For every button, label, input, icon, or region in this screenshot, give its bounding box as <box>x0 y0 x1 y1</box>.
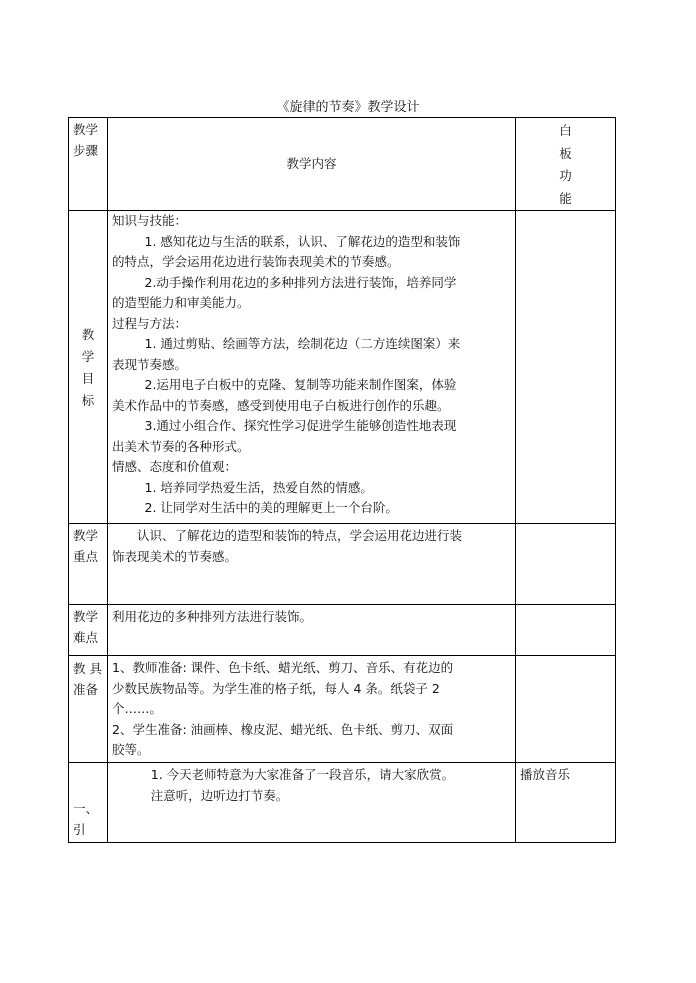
key-points-label-line1: 教学 <box>73 528 99 543</box>
process-item-2: 2.运用电子白板中的克隆、复制等功能来制作图案，体验 <box>144 377 457 392</box>
difficulties-whiteboard-cell <box>516 605 616 656</box>
intro-whiteboard-cell <box>516 763 616 843</box>
process-item-3: 3.通过小组合作、探究性学习促进学生能够创造性地表现 <box>144 418 457 433</box>
lesson-plan-table <box>68 117 616 843</box>
difficulties-content-cell <box>108 605 516 656</box>
difficulties-text: 利用花边的多种排列方法进行装饰。 <box>112 609 313 624</box>
tools-content-cell <box>108 656 516 763</box>
difficulties-row <box>69 605 616 656</box>
intro-line1: 1. 今天老师特意为大家准备了一段音乐，请大家欣赏。 <box>150 767 455 782</box>
difficulties-label-cell <box>69 605 108 656</box>
intro-line2: 注意听，边听边打节奏。 <box>150 787 289 803</box>
step-header-line1: 教学 <box>73 122 99 137</box>
whiteboard-char: 板 <box>559 145 572 161</box>
objectives-row <box>69 211 616 524</box>
objectives-content-cell <box>108 211 516 524</box>
process-item-1-cont: 表现节奏感。 <box>112 356 188 372</box>
whiteboard-char: 能 <box>559 190 572 206</box>
tools-label-line1: 教 具 <box>73 661 102 676</box>
whiteboard-char: 功 <box>559 168 572 183</box>
tools-label-line2: 准备 <box>73 681 99 697</box>
tools-line4: 2、学生准备: 油画棒、橡皮泥、蜡光纸、色卡纸、剪刀、双面 <box>112 721 454 737</box>
key-points-text-line1: 认识、了解花边的造型和装饰的特点，学会运用花边进行装 <box>137 528 463 543</box>
process-title: 过程与方法： <box>112 315 188 331</box>
content-header: 教学内容 <box>286 155 337 171</box>
emotion-item-1: 1. 培养同学热爱生活，热爱自然的情感。 <box>144 479 373 495</box>
knowledge-item-2-cont: 的造型能力和审美能力。 <box>112 295 250 310</box>
document-title: 《旋律的节奏》教学设计 <box>276 100 420 115</box>
key-points-whiteboard-cell <box>516 524 616 605</box>
difficulties-label-line2: 难点 <box>73 629 99 645</box>
intro-row <box>69 763 616 843</box>
objectives-label-char: 教 <box>81 327 95 342</box>
objectives-whiteboard-cell <box>516 211 616 524</box>
key-points-content-cell <box>108 524 516 605</box>
knowledge-item-1-cont: 的特点，学会运用花边进行装饰表现美术的节奏感。 <box>112 254 400 269</box>
tools-whiteboard-cell <box>516 656 616 763</box>
tools-line5: 胶等。 <box>112 742 150 757</box>
tools-line2: 少数民族物品等。为学生准的格子纸，每人 4 条。纸袋子 2 <box>112 680 440 696</box>
objectives-label-char: 目 <box>81 371 95 386</box>
key-points-label-cell <box>69 524 108 605</box>
intro-whiteboard-text: 播放音乐 <box>520 767 571 782</box>
knowledge-item-1: 1. 感知花边与生活的联系，认识、了解花边的造型和装饰 <box>144 233 461 249</box>
tools-line3: 个……。 <box>112 701 163 716</box>
tools-line1: 1、教师准备: 课件、色卡纸、蜡光纸、剪刀、音乐、有花边的 <box>112 660 454 675</box>
header-row <box>69 118 616 211</box>
objectives-label-char: 学 <box>81 349 95 364</box>
objectives-label-cell <box>69 211 108 524</box>
step-header-line2: 步骤 <box>73 142 99 158</box>
emotion-item-2: 2. 让同学对生活中的美的理解更上一个台阶。 <box>144 500 398 515</box>
whiteboard-char: 白 <box>559 123 572 138</box>
process-item-3-cont: 出美术节奏的各种形式。 <box>112 438 250 454</box>
intro-label-cell <box>69 763 108 843</box>
key-points-text-line2: 饰表现美术的节奏感。 <box>112 548 238 564</box>
objectives-label-char: 标 <box>81 393 95 408</box>
tools-row <box>69 656 616 763</box>
difficulties-label-line1: 教学 <box>73 609 99 624</box>
intro-content-cell <box>108 763 516 843</box>
intro-label-line2: 引 <box>73 821 86 837</box>
knowledge-title: 知识与技能： <box>112 213 188 228</box>
content-header-cell <box>108 118 516 211</box>
tools-label-cell <box>69 656 108 763</box>
step-header-cell <box>69 118 108 211</box>
process-item-1: 1. 通过剪贴、绘画等方法，绘制花边（二方连续图案）来 <box>144 336 461 351</box>
whiteboard-header-cell <box>516 118 616 211</box>
knowledge-item-2: 2.动手操作利用花边的多种排列方法进行装饰，培养同学 <box>144 274 457 290</box>
key-points-label-line2: 重点 <box>73 548 99 564</box>
emotion-title: 情感、态度和价值观： <box>112 459 238 474</box>
key-points-row <box>69 524 616 605</box>
process-item-2-cont: 美术作品中的节奏感，感受到使用电子白板进行创作的乐趣。 <box>112 397 450 413</box>
intro-label-line1: 一、 <box>73 801 99 816</box>
